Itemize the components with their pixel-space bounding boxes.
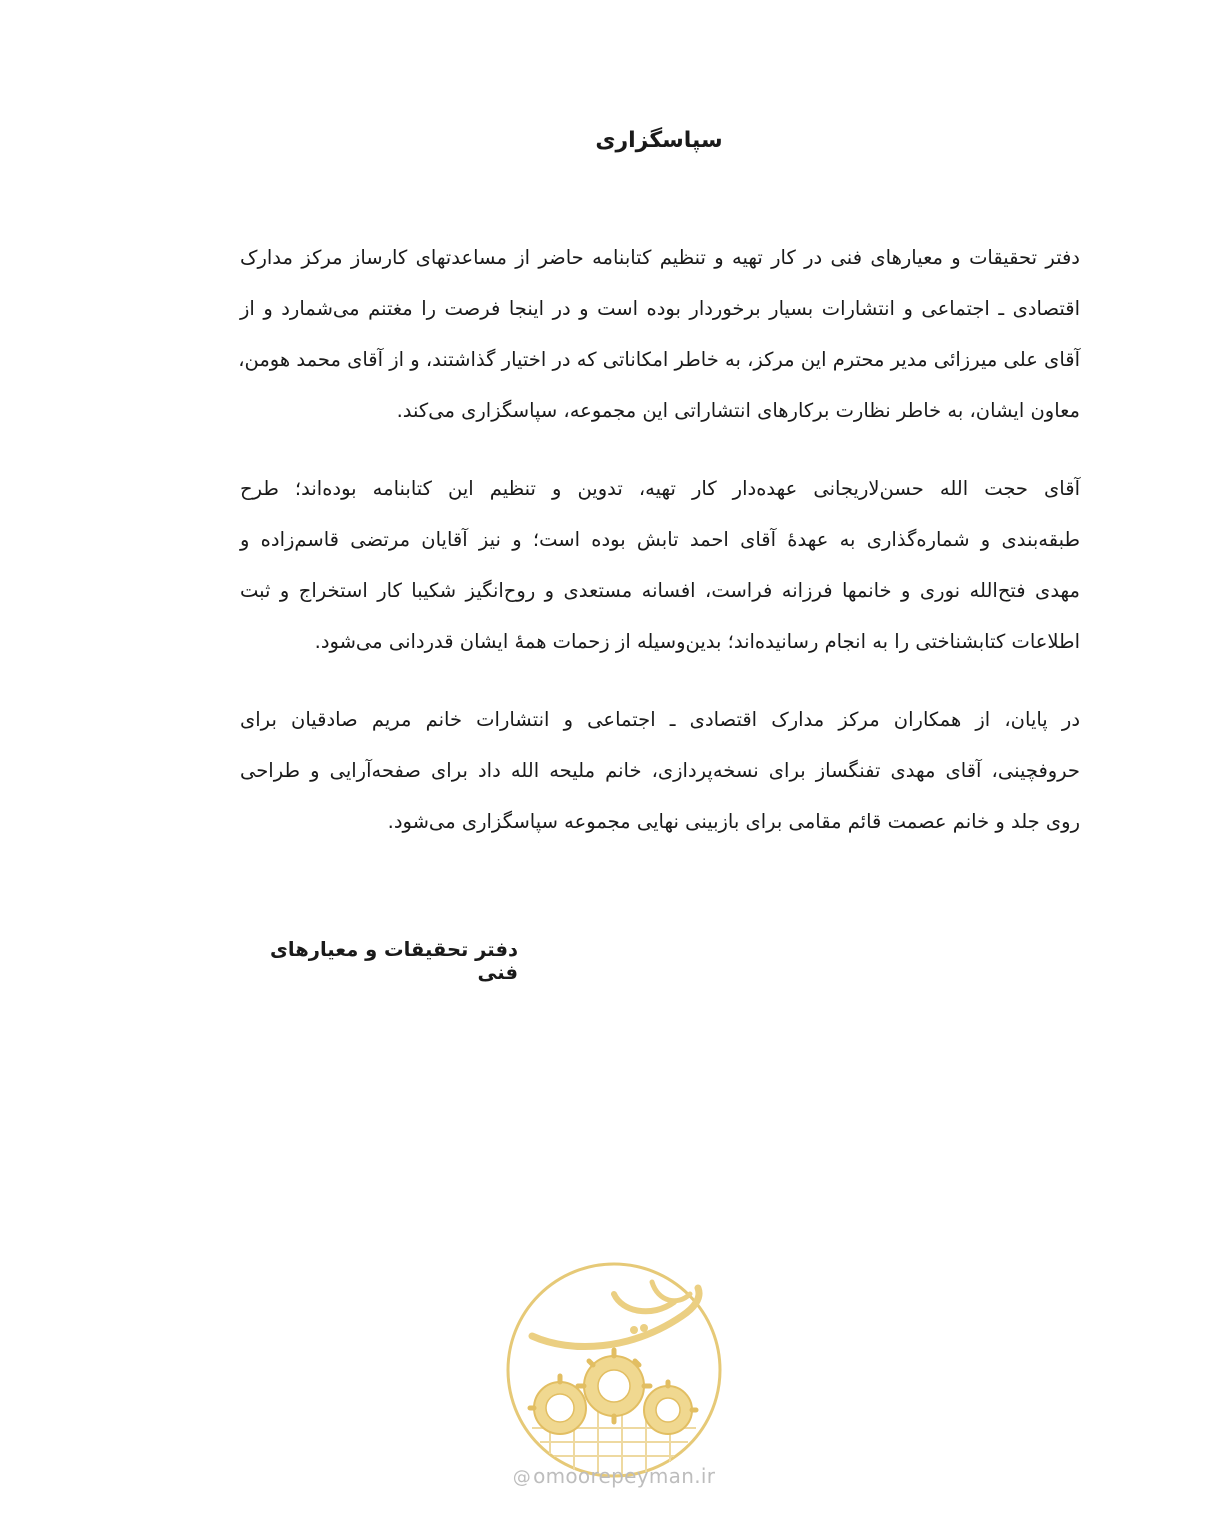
paragraph-line: دفتر تحقیقات و معیارهای فنی در کار تهیه و تنظیم کتابنامه حاضر از مساعدتهای کارساز مرکز مدارک <box>240 246 1080 269</box>
paragraph-line: حروفچینی، آقای مهدی تفنگساز برای نسخه‌پردازی، خانم ملیحه الله داد برای صفحه‌آرایی و طراحی <box>240 759 1080 782</box>
paragraph-2 <box>240 463 1080 667</box>
paragraph-line: آقای حجت الله حسن‌لاریجانی عهده‌دار کار تهیه، تدوین و تنظیم این کتابنامه بوده‌اند؛ طرح <box>240 477 1080 500</box>
paragraph-3 <box>240 694 1080 847</box>
paragraph-line: معاون ایشان، به خاطر نظارت برکارهای انتشاراتی این مجموعه، سپاسگزاری می‌کند. <box>396 399 1080 422</box>
signature: دفتر تحقیقات و معیارهای فنی <box>270 938 518 984</box>
watermark-url <box>0 1464 1228 1488</box>
watermark-logo-icon <box>502 1258 726 1482</box>
paragraph-line: طبقه‌بندی و شماره‌گذاری به عهدهٔ آقای احمد تابش بوده است؛ و نیز آقایان مرتضی قاسم‌زاده و <box>240 528 1080 551</box>
paragraph-line: مهدی فتح‌الله نوری و خانمها فرزانه فراست، افسانه مستعدی و روح‌انگیز شکیبا کار استخراج و ثبت <box>240 579 1080 602</box>
paragraph-line: در پایان، از همکاران مرکز مدارک اقتصادی ـ اجتماعی و انتشارات خانم مریم صادقیان برای <box>240 708 1080 731</box>
paragraph-1 <box>240 232 1080 436</box>
at-symbol: @ <box>512 1467 532 1488</box>
page-title: سپاسگزاری <box>595 128 723 153</box>
paragraph-line: آقای علی میرزائی مدیر محترم این مرکز، به خاطر امکاناتی که در اختیار گذاشتند، و از آقای محمد هومن، <box>238 348 1080 371</box>
watermark-url-text: omoorepeyman.ir <box>533 1464 716 1488</box>
paragraph-line: اقتصادی ـ اجتماعی و انتشارات بسیار برخوردار بوده است و در اینجا فرصت را مغتنم می‌شمارد و از <box>240 297 1080 320</box>
paragraph-line: اطلاعات کتابشناختی را به انجام رسانیده‌اند؛ بدین‌وسیله از زحمات همهٔ ایشان قدردانی می‌شود. <box>314 630 1080 653</box>
paragraph-line: روی جلد و خانم عصمت قائم مقامی برای بازبینی نهایی مجموعه سپاسگزاری می‌شود. <box>387 810 1080 833</box>
